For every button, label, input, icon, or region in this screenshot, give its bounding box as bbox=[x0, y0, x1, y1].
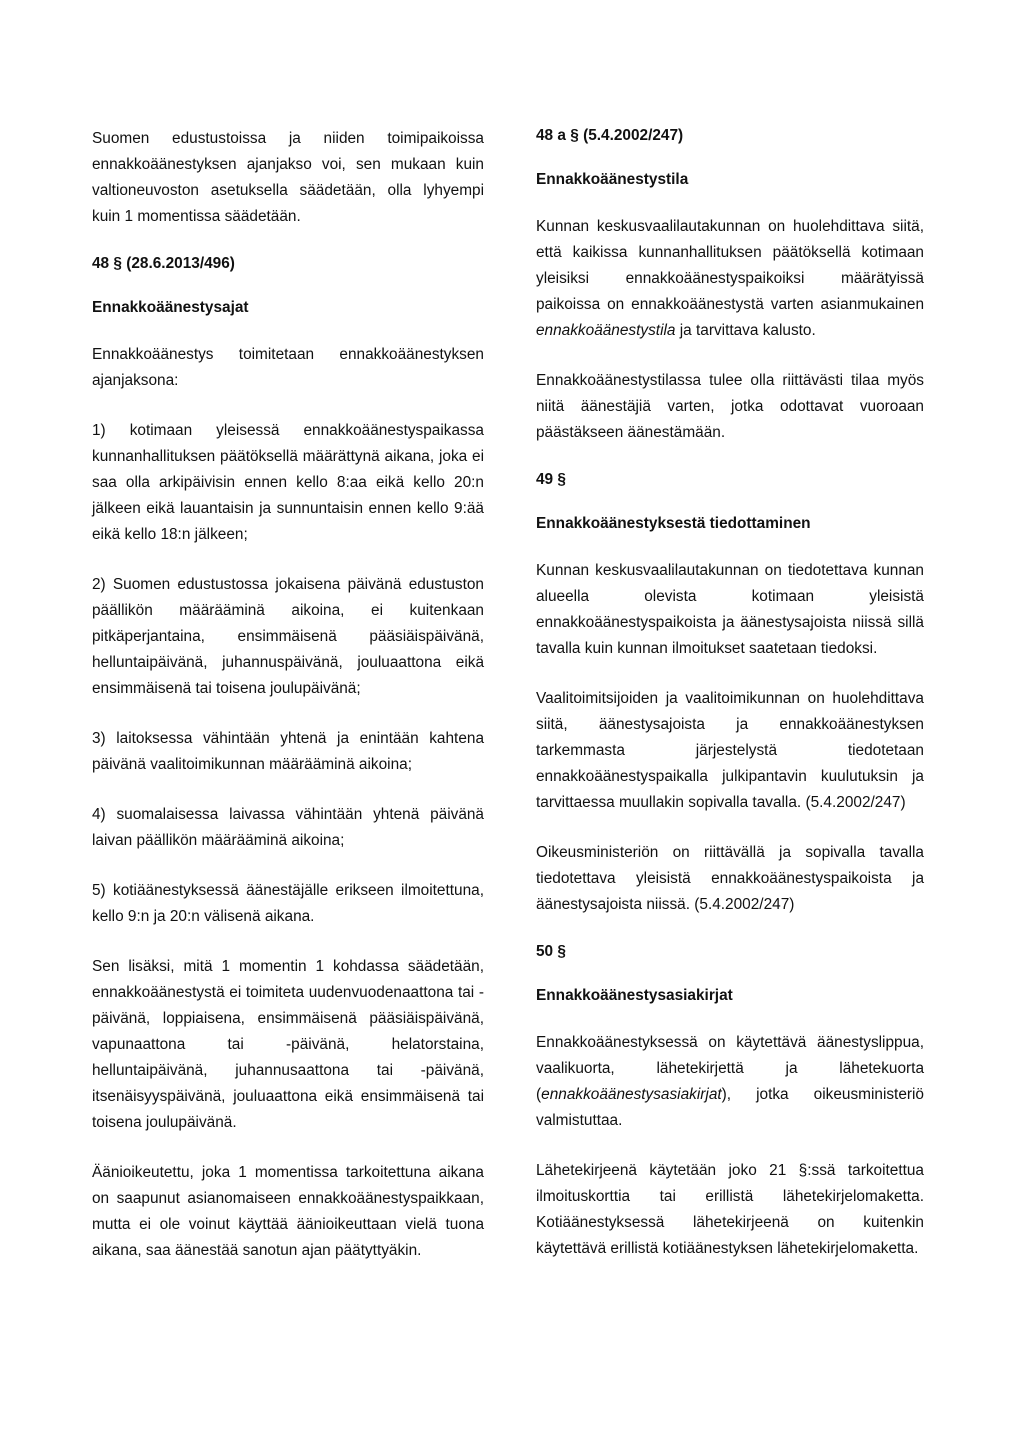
term-ennakkoaanestysasiakirjat: ennakkoäänestysasiakirjat bbox=[541, 1086, 722, 1103]
paragraph-48-intro: Ennakkoäänestys toimitetaan ennakkoäänestyksen ajanjaksona: bbox=[92, 346, 484, 389]
paragraph-49-2: Vaalitoimitsijoiden ja vaalitoimikunnan on huolehdittava siitä, äänestysajoista ja ennakkoäänestyksen tarkemmasta järjestelystä tiedotetaan ennakkoäänestyspaikalla julkipantavin kuulutuksin ja tarvittaessa muullakin sopivalla tavalla. (5.4.2002/247) bbox=[536, 690, 924, 811]
paragraph-50-1-text: Ennakkoäänestyksessä on käytettävä äänestyslippua, vaalikuorta, lähetekirjettä ja lähetekuorta ( bbox=[536, 1034, 924, 1103]
section-50-heading: 50 § bbox=[536, 943, 566, 960]
section-48-title: Ennakkoäänestysajat bbox=[92, 299, 249, 316]
list-item-5: 5) kotiäänestyksessä äänestäjälle erikseen ilmoitettuna, kello 9:n ja 20:n välisenä aikana. bbox=[92, 882, 484, 925]
list-item-4: 4) suomalaisessa laivassa vähintään yhtenä päivänä laivan päällikön määrääminä aikoina; bbox=[92, 806, 484, 849]
paragraph-50-2: Lähetekirjeenä käytetään joko 21 §:ssä tarkoitettua ilmoituskorttia tai erillistä lähetekirjelomaketta. Kotiäänestyksessä lähetekirjeenä on kuitenkin käytettävä erillistä kotiäänestyksen lähetekirjelomaketta. bbox=[536, 1162, 924, 1257]
paragraph-50-1 bbox=[536, 1030, 924, 1134]
left-column bbox=[92, 126, 484, 1288]
section-48-heading: 48 § (28.6.2013/496) bbox=[92, 255, 235, 272]
paragraph-49-3: Oikeusministeriön on riittävällä ja sopivalla tavalla tiedotettava yleisistä ennakkoäänestyspaikoista ja äänestysajoista niissä. (5.4.2002/247) bbox=[536, 844, 924, 913]
right-column bbox=[536, 126, 924, 1286]
section-48a-title: Ennakkoäänestystila bbox=[536, 171, 689, 188]
paragraph-48a-1-tail: ja tarvittava kalusto. bbox=[675, 322, 816, 339]
paragraph-48a-1 bbox=[536, 214, 924, 344]
paragraph-48-moment-3: Äänioikeutettu, joka 1 momentissa tarkoitettuna aikana on saapunut asianomaiseen ennakkoäänestyspaikkaan, mutta ei ole voinut käyttää äänioikeuttaan vielä tuona aikana, saa äänestää sanotun ajan päätyttyäkin. bbox=[92, 1164, 484, 1259]
list-item-1: 1) kotimaan yleisessä ennakkoäänestyspaikassa kunnanhallituksen päätöksellä määrättynä aikana, joka ei saa olla arkipäivisin ennen kello 8:aa eikä kello 20:n jälkeen eikä lauantaisin ja sunnuntaisin ennen kello 9:ää eikä kello 18:n jälkeen; bbox=[92, 422, 484, 543]
paragraph-49-1: Kunnan keskusvaalilautakunnan on tiedotettava kunnan alueella olevista kotimaan yleisistä ennakkoäänestyspaikoista ja äänestysajoista niissä sillä tavalla kuin kunnan ilmoitukset saatetaan tiedoksi. bbox=[536, 562, 924, 657]
paragraph-50-1-tail: ), jotka oikeusministeriö valmistuttaa. bbox=[536, 1086, 924, 1129]
paragraph-48-moment-2: Sen lisäksi, mitä 1 momentin 1 kohdassa säädetään, ennakkoäänestystä ei toimiteta uudenvuodenaattona tai -päivänä, loppiaisena, ensimmäisenä pääsiäispäivänä, vapunaattona tai -päivänä, helatorstaina, helluntaipäivänä, juhannusaattona tai -päivänä, itsenäisyyspäivänä, jouluaattona eikä ensimmäisenä tai toisena joulupäivänä. bbox=[92, 958, 484, 1131]
list-item-2: 2) Suomen edustustossa jokaisena päivänä edustuston päällikön määrääminä aikoina, ei kuitenkaan pitkäperjantaina, ensimmäisenä pääsiäispäivänä, helluntaipäivänä, juhannuspäivänä, jouluaattona eikä ensimmäisenä tai toisena joulupäivänä; bbox=[92, 576, 484, 697]
paragraph-intro: Suomen edustustoissa ja niiden toimipaikoissa ennakkoäänestyksen ajanjakso voi, sen mukaan kuin valtioneuvoston asetuksella säädetään, olla lyhyempi kuin 1 momentissa säädetään. bbox=[92, 130, 484, 225]
paragraph-48a-2: Ennakkoäänestystilassa tulee olla riittävästi tilaa myös niitä äänestäjiä varten, jotka odottavat vuoroaan päästäkseen äänestämään. bbox=[536, 372, 924, 441]
section-48a-heading: 48 a § (5.4.2002/247) bbox=[536, 127, 684, 144]
list-item-3: 3) laitoksessa vähintään yhtenä ja enintään kahtena päivänä vaalitoimikunnan määrääminä aikoina; bbox=[92, 730, 484, 773]
term-ennakkoaanestystila: ennakkoäänestystila bbox=[536, 322, 676, 339]
section-49-title: Ennakkoäänestyksestä tiedottaminen bbox=[536, 515, 811, 532]
paragraph-48a-1-text: Kunnan keskusvaalilautakunnan on huolehdittava siitä, että kaikissa kunnanhallituksen päätöksellä kotimaan yleisiksi ennakkoäänestyspaikoiksi määrätyissä paikoissa on ennakkoäänestystä varten asianmukainen bbox=[536, 218, 924, 313]
section-49-heading: 49 § bbox=[536, 471, 566, 488]
section-50-title: Ennakkoäänestysasiakirjat bbox=[536, 987, 733, 1004]
